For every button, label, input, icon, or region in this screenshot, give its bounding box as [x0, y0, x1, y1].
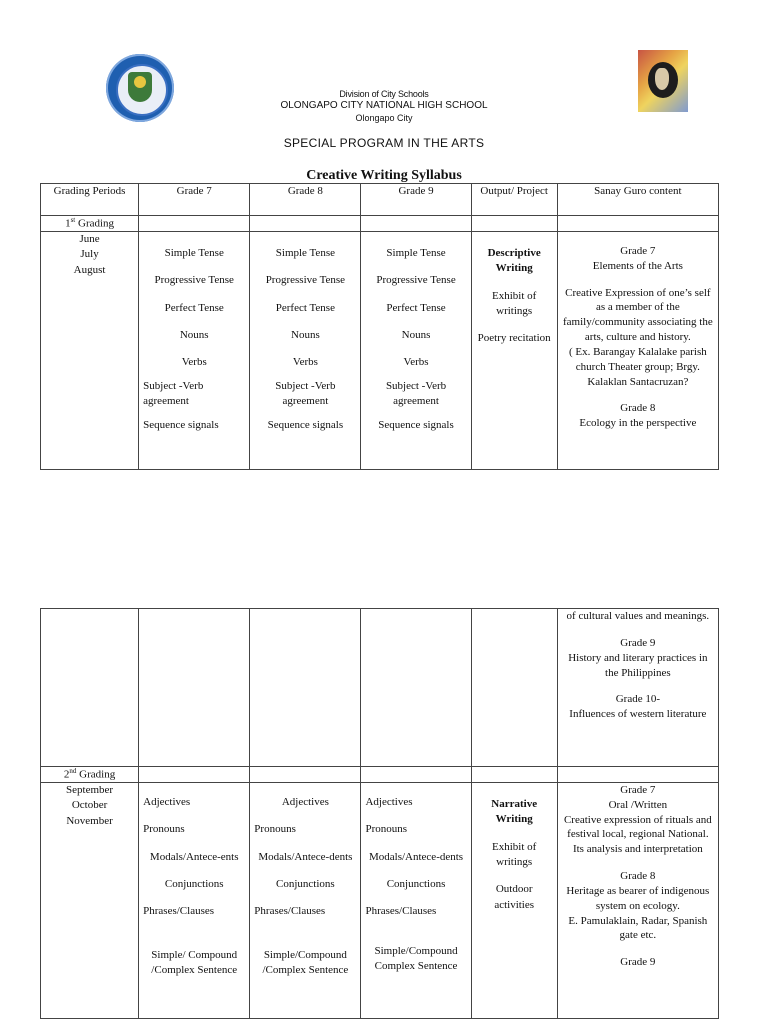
topic: Verbs	[403, 356, 429, 369]
topic: Progressive Tense	[376, 274, 456, 287]
topic: Progressive Tense	[154, 274, 234, 287]
grading-word: Grading	[75, 217, 115, 230]
grading-number: 2	[63, 768, 70, 781]
sanay-item: Grade 7	[620, 783, 656, 796]
header-grading-periods: Grading Periods	[41, 184, 139, 216]
topic: Pronouns	[365, 823, 408, 836]
first-grading-row	[41, 231, 719, 469]
output-title: Narrative Writing	[491, 797, 538, 826]
output-title: Descriptive Writing	[487, 246, 541, 275]
topic: Sequence signals	[267, 418, 344, 431]
grading-ordinal: st	[70, 216, 76, 224]
sanay-item: Grade 8	[620, 402, 656, 415]
sanay-item: Influences of western literature	[569, 708, 707, 721]
topic: Adjectives	[143, 795, 191, 808]
sanay-item: of cultural values and meanings.	[566, 610, 710, 622]
output-item: Exhibit of writings	[492, 289, 537, 318]
topic: Conjunctions	[386, 878, 446, 891]
sanay-item: Heritage as bearer of indigenous system on ecology.	[566, 884, 710, 912]
topic: Pronouns	[254, 823, 296, 836]
first-grading-grade7	[139, 231, 250, 469]
second-grading-output	[471, 782, 557, 1018]
topic: Conjunctions	[164, 878, 224, 891]
school-seal-logo	[106, 54, 174, 122]
program-name: SPECIAL PROGRAM IN THE ARTS	[283, 136, 485, 150]
topic: Nouns	[401, 329, 431, 342]
first-grading-months	[41, 231, 139, 469]
topic: Conjunctions	[276, 878, 335, 891]
output-item: Outdoor activities	[494, 883, 535, 911]
topic: Simple Tense	[164, 246, 224, 259]
topic: Subject -Verb agreement	[275, 379, 336, 408]
grading-label-row	[41, 767, 719, 783]
first-grading-grade8	[250, 231, 361, 469]
topic: Progressive Tense	[265, 274, 346, 287]
topic: Simple Tense	[275, 246, 335, 259]
continuation-sanay-guro	[557, 609, 718, 767]
topic: Nouns	[291, 329, 320, 342]
topic: Simple/ Compound /Complex Sentence	[151, 948, 238, 977]
school-name: OLONGAPO CITY NATIONAL HIGH SCHOOL	[280, 100, 488, 111]
topic: Pronouns	[143, 823, 185, 836]
month: July	[80, 248, 99, 261]
topic: Sequence signals	[378, 418, 454, 431]
sanay-item: Creative expression of rituals and festival local, regional National. Its analysis and interpretation	[563, 813, 712, 856]
topic: Subject -Verb agreement	[143, 379, 204, 408]
sanay-item: Ecology in the perspective	[579, 417, 697, 430]
topic: Phrases/Clauses	[365, 905, 437, 918]
second-grading-grade7	[139, 782, 250, 1018]
division-name: Division of City Schools	[339, 89, 429, 99]
topic: Nouns	[179, 329, 209, 342]
second-grading-grade9	[361, 782, 471, 1018]
topic: Simple/Compound Complex Sentence	[374, 944, 458, 973]
sanay-item: Creative Expression of one’s self as a member of the family/community associating the arts, culture and history.	[563, 286, 713, 344]
first-grading-label	[41, 216, 139, 232]
month: September	[66, 783, 114, 796]
topic: Perfect Tense	[275, 301, 335, 314]
output-item: Exhibit of writings	[492, 840, 537, 869]
topic: Modals/Antece-ents	[149, 850, 239, 863]
grading-word: Grading	[76, 768, 116, 781]
sanay-item: Elements of the Arts	[592, 259, 683, 272]
sanay-item: Oral /Written	[608, 798, 668, 811]
first-grading-output	[471, 231, 557, 469]
first-grading-sanay-guro	[557, 231, 718, 469]
month: August	[73, 263, 106, 276]
syllabus-table-part2	[40, 608, 719, 1019]
topic: Modals/Antece-dents	[368, 850, 464, 863]
grading-label-row	[41, 216, 719, 232]
topic: Perfect Tense	[164, 301, 224, 314]
sanay-item: Grade 9	[620, 636, 656, 649]
topic: Simple Tense	[386, 246, 446, 259]
seal-sun	[134, 76, 146, 88]
month: October	[71, 799, 108, 812]
topic: Subject -Verb agreement	[385, 379, 447, 408]
city-name: Olongapo City	[355, 113, 413, 123]
topic: Phrases/Clauses	[254, 905, 326, 918]
grading-number: 1	[65, 217, 71, 230]
second-grading-grade8	[250, 782, 361, 1018]
sanay-item: Grade 9	[620, 956, 656, 969]
continuation-row	[41, 609, 719, 767]
month: November	[66, 814, 113, 827]
second-grading-label	[41, 767, 139, 783]
sanay-item: History and literary practices in the Philippines	[568, 651, 708, 679]
logo-face	[655, 68, 669, 90]
header-grade-9: Grade 9	[361, 184, 471, 216]
grading-ordinal: nd	[69, 767, 77, 775]
topic: Perfect Tense	[386, 301, 446, 314]
table-header-row	[41, 184, 719, 216]
topic: Adjectives	[365, 795, 413, 808]
second-grading-months	[41, 782, 139, 1018]
topic: Verbs	[292, 356, 318, 369]
sanay-item: Grade 7	[620, 244, 656, 257]
topic: Modals/Antece-dents	[258, 850, 353, 863]
syllabus-table-part1	[40, 183, 719, 470]
output-item: Poetry recitation	[477, 332, 551, 345]
sanay-item: ( Ex. Barangay Kalalake parish church Theater group; Brgy. Kalaklan Santacruzan?	[568, 345, 707, 388]
syllabus-title: Creative Writing Syllabus	[306, 168, 462, 183]
topic: Phrases/Clauses	[143, 905, 215, 918]
header-grade-7: Grade 7	[139, 184, 250, 216]
sanay-item: Grade 10-	[615, 693, 661, 706]
header-sanay-guro: Sanay Guro content	[557, 184, 718, 216]
second-grading-row	[41, 782, 719, 1018]
topic: Verbs	[181, 356, 207, 369]
sanay-item: Grade 8	[620, 870, 656, 883]
sanay-item: E. Pamulaklain, Radar, Spanish gate etc.	[568, 914, 708, 942]
header-grade-8: Grade 8	[250, 184, 361, 216]
second-grading-sanay-guro	[557, 782, 718, 1018]
header-output-project: Output/ Project	[471, 184, 557, 216]
first-grading-grade9	[361, 231, 471, 469]
topic: Sequence signals	[143, 418, 219, 431]
topic: Adjectives	[281, 795, 329, 808]
topic: Simple/Compound /Complex Sentence	[262, 948, 349, 977]
month: June	[79, 232, 100, 245]
